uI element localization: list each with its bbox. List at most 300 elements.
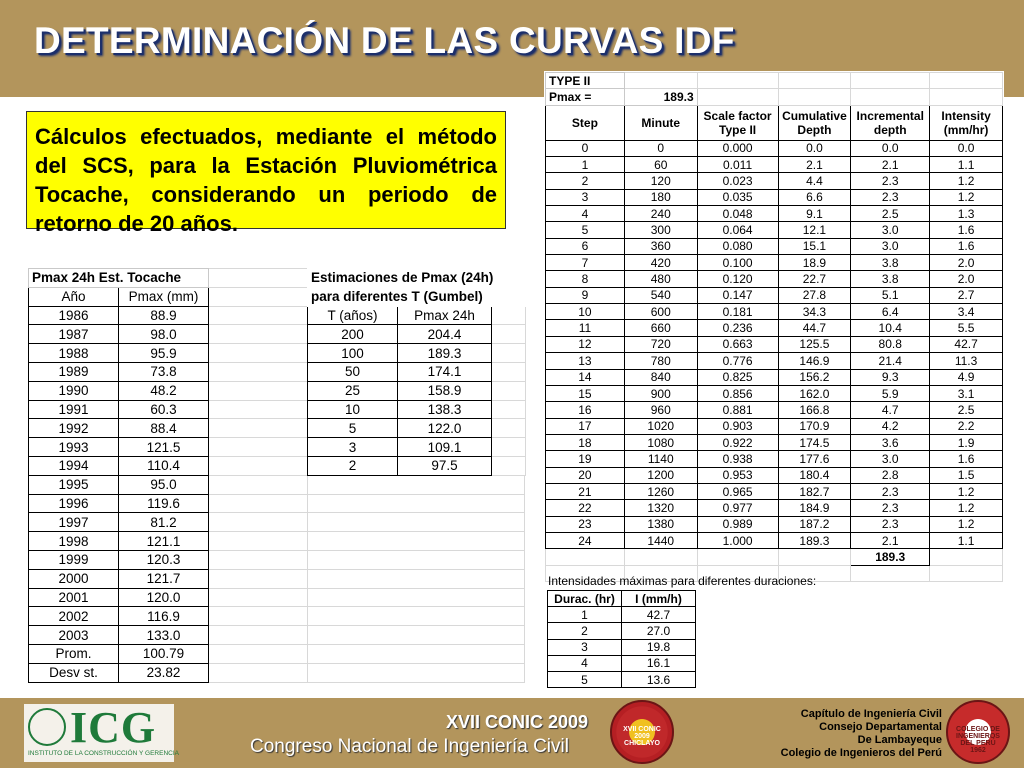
table-cell [624,549,697,565]
table-cell [492,400,526,419]
table-cell [209,269,308,288]
table-cell: 174.5 [778,434,851,450]
table-cell [209,456,308,475]
table-cell [308,475,525,494]
table-cell: 1.2 [930,483,1003,499]
table-cell: 34.3 [778,304,851,320]
table-cell: 0.011 [697,157,778,173]
table-cell: 1380 [624,516,697,532]
table-cell: 10 [308,400,398,419]
summary-value: 23.82 [119,663,209,682]
column-header: Cumulative Depth [778,105,851,140]
table-cell: 50 [308,362,398,381]
table-cell: 7 [546,255,625,271]
table-cell: 3 [546,189,625,205]
conic-seal-logo [610,700,674,764]
table-cell: 121.1 [119,532,209,551]
type-row [546,73,1003,89]
total-value: 189.3 [851,549,930,565]
table-row [546,320,1003,336]
table-caption-row [308,269,526,288]
table-cell: 1994 [29,456,119,475]
table-cell: 0.965 [697,483,778,499]
table-cell: 2000 [29,569,119,588]
table-row [546,500,1003,516]
table-cell: 2.3 [851,173,930,189]
table-cell: 73.8 [119,362,209,381]
table-cell [209,550,308,569]
table-cell: 0.938 [697,451,778,467]
table-cell: 1.6 [930,222,1003,238]
table-cell [209,438,308,457]
globe-icon [28,708,66,746]
table-cell: 2.1 [851,157,930,173]
table-cell: 1992 [29,419,119,438]
table-cell [209,626,308,645]
table-cell: 12.1 [778,222,851,238]
table-cell: 1988 [29,344,119,363]
table-cell: 0.663 [697,336,778,352]
table-cell: 5.9 [851,385,930,401]
table-cell: 60 [624,157,697,173]
cip-seal-logo [946,700,1010,764]
table-cell: 480 [624,271,697,287]
table-cell: 2 [308,456,398,475]
table-cell: 12 [546,336,625,352]
table-row [548,639,696,655]
table-row [546,483,1003,499]
table-cell [209,663,308,682]
table-cell: 11 [546,320,625,336]
table-cell [492,325,526,344]
table-row [546,255,1003,271]
table-cell: 2.0 [930,271,1003,287]
table-cell [209,344,308,363]
table-row [546,369,1003,385]
table-cell: 42.7 [930,336,1003,352]
table-cell: 6.6 [778,189,851,205]
table-cell: 2.1 [778,157,851,173]
table-cell: 3.0 [851,222,930,238]
table-cell [209,569,308,588]
table-cell [624,73,697,89]
table-row [308,400,526,419]
table-cell: 16.1 [622,655,696,671]
table-cell [308,663,525,682]
table-cell [492,306,526,325]
table-cell [308,626,525,645]
table-cell [308,494,525,513]
table-caption: Pmax 24h Est. Tocache [29,269,209,288]
table-cell: 1997 [29,513,119,532]
table-cell: 88.9 [119,306,209,325]
column-header: Durac. (hr) [548,591,622,607]
table-cell: 1986 [29,306,119,325]
column-header: Año [29,287,119,306]
table-cell: 0.776 [697,353,778,369]
table-cell: 420 [624,255,697,271]
table-row [29,513,525,532]
summary-label: Prom. [29,644,119,663]
table-cell: 0.236 [697,320,778,336]
table-cell: 18 [546,434,625,450]
table-cell: 0.856 [697,385,778,401]
table-cell: 138.3 [398,400,492,419]
table-cell: 200 [308,325,398,344]
table-cell: 19.8 [622,639,696,655]
table-row [548,607,696,623]
table-cell: 1.2 [930,516,1003,532]
table-cell: 0.922 [697,434,778,450]
storm-type-label: TYPE II [546,73,625,89]
table-cell: 170.9 [778,418,851,434]
table-cell: 189.3 [778,532,851,548]
table-row [546,467,1003,483]
table-cell: 21.4 [851,353,930,369]
table-cell: 116.9 [119,607,209,626]
table-cell: 158.9 [398,381,492,400]
table-cell: 119.6 [119,494,209,513]
column-header: T (años) [308,306,398,325]
table-cell: 2 [548,623,622,639]
table-row [546,222,1003,238]
table-cell [492,381,526,400]
column-header: Scale factor Type II [697,105,778,140]
table-cell: 11.3 [930,353,1003,369]
table-cell: 0.977 [697,500,778,516]
table-cell: 42.7 [622,607,696,623]
table-cell: 120 [624,173,697,189]
table-cell: 15.1 [778,238,851,254]
column-header: Minute [624,105,697,140]
table-cell [308,588,525,607]
table-cell: 0.903 [697,418,778,434]
table-cell: 13.6 [622,671,696,687]
table-cell: 133.0 [119,626,209,645]
table-cell: 1995 [29,475,119,494]
durations-table [547,590,696,688]
table-cell: 21 [546,483,625,499]
table-cell: 2.3 [851,516,930,532]
table-cell [209,362,308,381]
total-row [546,549,1003,565]
table-cell: 2002 [29,607,119,626]
table-cell [492,344,526,363]
table-cell: 2.0 [930,255,1003,271]
table-cell: 95.0 [119,475,209,494]
table-caption: para diferentes T (Gumbel) [308,287,526,306]
table-cell: 1.1 [930,532,1003,548]
table-cell: 0.080 [697,238,778,254]
table-cell: 97.5 [398,456,492,475]
table-row [546,238,1003,254]
table-cell [209,532,308,551]
table-cell: 13 [546,353,625,369]
table-row [29,475,525,494]
table-cell: 2.3 [851,500,930,516]
table-row [548,655,696,671]
table-row [546,434,1003,450]
table-cell: 3.1 [930,385,1003,401]
table-cell: 2.5 [930,402,1003,418]
table-row [546,304,1003,320]
table-cell: 110.4 [119,456,209,475]
table-cell [492,362,526,381]
gumbel-table [307,268,526,476]
table-row [546,157,1003,173]
table-cell: 4.7 [851,402,930,418]
table-cell: 2.1 [851,532,930,548]
table-cell: 780 [624,353,697,369]
table-cell: 2.3 [851,483,930,499]
table-cell: 1990 [29,381,119,400]
table-cell [209,588,308,607]
table-cell: 0.0 [930,140,1003,156]
table-cell: 27.8 [778,287,851,303]
note-box: Cálculos efectuados, mediante el método del SCS, para la Estación Pluviométrica Tocache, considerando un periodo de retorno de 20 años. [26,111,506,229]
table-cell: 0.989 [697,516,778,532]
table-cell: 121.5 [119,438,209,457]
table-cell: 60.3 [119,400,209,419]
table-cell: 3 [548,639,622,655]
table-cell: 1998 [29,532,119,551]
table-cell: 100 [308,344,398,363]
table-row [308,344,526,363]
table-cell [778,549,851,565]
table-cell: 0.000 [697,140,778,156]
table-cell: 1200 [624,467,697,483]
table-cell [930,73,1003,89]
table-cell: 960 [624,402,697,418]
table-row [548,623,696,639]
table-row [29,532,525,551]
table-row [546,287,1003,303]
table-cell: 22 [546,500,625,516]
table-cell: 121.7 [119,569,209,588]
table-cell: 20 [546,467,625,483]
conic-seal-text: XVII CONIC 2009 CHICLAYO [623,726,661,747]
table-row [546,206,1003,222]
table-cell: 1987 [29,325,119,344]
table-cell: 23 [546,516,625,532]
table-cell: 189.3 [398,344,492,363]
table-cell [778,73,851,89]
table-cell: 1080 [624,434,697,450]
cip-line: Capítulo de Ingeniería Civil [800,708,942,720]
table-cell: 27.0 [622,623,696,639]
table-cell: 2001 [29,588,119,607]
pmax-row [546,89,1003,105]
table-cell [930,549,1003,565]
table-cell: 3.4 [930,304,1003,320]
table-cell: 4 [546,206,625,222]
table-cell: 182.7 [778,483,851,499]
table-cell: 1.5 [930,467,1003,483]
table-cell: 180.4 [778,467,851,483]
table-cell [209,400,308,419]
table-cell [546,549,625,565]
table-cell: 0.035 [697,189,778,205]
table-row [546,516,1003,532]
table-cell: 98.0 [119,325,209,344]
table-cell: 5 [546,222,625,238]
table-cell: 1.000 [697,532,778,548]
summary-label: Desv st. [29,663,119,682]
table-row [546,173,1003,189]
table-cell: 0.120 [697,271,778,287]
table-cell [209,325,308,344]
table-cell: 1.2 [930,173,1003,189]
table-cell: 5.1 [851,287,930,303]
table-cell: 1440 [624,532,697,548]
table-cell: 18.9 [778,255,851,271]
table-cell: 0.100 [697,255,778,271]
cip-chapter-text [781,708,942,760]
table-row [308,456,526,475]
table-cell: 720 [624,336,697,352]
table-cell: 0.048 [697,206,778,222]
table-cell: 0.064 [697,222,778,238]
table-row [546,532,1003,548]
table-cell [209,287,308,306]
table-cell: 162.0 [778,385,851,401]
slide-title: DETERMINACIÓN DE LAS CURVAS IDF [34,20,735,61]
table-row [546,140,1003,156]
table-cell: 1.2 [930,500,1003,516]
table-cell: 3.0 [851,238,930,254]
pmax-value: 189.3 [624,89,697,105]
table-cell [697,89,778,105]
table-cell [851,565,930,581]
table-cell: 125.5 [778,336,851,352]
table-cell: 1.2 [930,189,1003,205]
column-header: Step [546,105,625,140]
table-cell: 300 [624,222,697,238]
event-name: XVII CONIC 2009 [446,712,589,732]
table-row [308,381,526,400]
table-cell [209,607,308,626]
table-cell: 0.147 [697,287,778,303]
column-header: Incremental depth [851,105,930,140]
table-cell: 0.181 [697,304,778,320]
table-cell: 1999 [29,550,119,569]
cip-seal-text: COLEGIO DE INGENIEROS DEL PERÚ 1962 [956,726,1000,754]
table-cell: 0.0 [778,140,851,156]
table-cell: 1991 [29,400,119,419]
table-cell: 2 [546,173,625,189]
table-row [29,607,525,626]
table-cell: 5 [548,671,622,687]
column-header: Pmax 24h [398,306,492,325]
table-cell: 540 [624,287,697,303]
table-cell: 1.6 [930,238,1003,254]
table-cell [930,89,1003,105]
table-cell: 88.4 [119,419,209,438]
table-cell [308,644,525,663]
table-row [546,189,1003,205]
cip-line: Colegio de Ingenieros del Perú [780,747,942,759]
table-cell: 14 [546,369,625,385]
table-cell: 840 [624,369,697,385]
table-header-row [308,306,526,325]
table-cell: 1320 [624,500,697,516]
table-cell: 4.4 [778,173,851,189]
table-cell: 2.8 [851,467,930,483]
table-row [546,353,1003,369]
table-cell [209,644,308,663]
table-cell: 4.9 [930,369,1003,385]
table-row [308,419,526,438]
table-cell: 174.1 [398,362,492,381]
table-cell: 2.2 [930,418,1003,434]
table-cell: 10.4 [851,320,930,336]
table-cell [492,419,526,438]
table-cell: 600 [624,304,697,320]
table-cell: 2.7 [930,287,1003,303]
table-cell: 3.8 [851,255,930,271]
table-cell: 24 [546,532,625,548]
table-cell: 22.7 [778,271,851,287]
table-cell [308,513,525,532]
table-header-row [548,591,696,607]
icg-logo [24,703,179,762]
cip-line: De Lambayeque [857,734,942,746]
table-cell: 3.8 [851,271,930,287]
table-caption: Estimaciones de Pmax (24h) [308,269,526,288]
table-cell [308,607,525,626]
table-cell: 1.6 [930,451,1003,467]
table-row [29,588,525,607]
table-cell: 25 [308,381,398,400]
table-cell [697,73,778,89]
table-caption-row [308,287,526,306]
icg-logo-subtitle: INSTITUTO DE LA CONSTRUCCIÓN Y GERENCIA [28,750,179,757]
table-row [29,550,525,569]
table-cell: 1 [548,607,622,623]
table-cell: 0.023 [697,173,778,189]
table-row [546,385,1003,401]
table-row [546,402,1003,418]
table-cell: 187.2 [778,516,851,532]
table-cell: 180 [624,189,697,205]
table-cell [308,550,525,569]
table-cell: 0 [546,140,625,156]
table-cell: 1140 [624,451,697,467]
table-row [546,418,1003,434]
table-cell: 17 [546,418,625,434]
table-cell: 4.2 [851,418,930,434]
table-cell: 2003 [29,626,119,645]
table-cell [778,89,851,105]
table-cell: 44.7 [778,320,851,336]
table-cell [851,73,930,89]
table-cell: 2.3 [851,189,930,205]
table-cell: 360 [624,238,697,254]
table-row [308,438,526,457]
table-cell: 9.3 [851,369,930,385]
table-cell: 0.0 [851,140,930,156]
table-cell: 95.9 [119,344,209,363]
table-cell [209,475,308,494]
table-cell: 900 [624,385,697,401]
table-row [29,494,525,513]
table-cell: 1.9 [930,434,1003,450]
table-cell: 10 [546,304,625,320]
table-cell: 9.1 [778,206,851,222]
table-cell [492,438,526,457]
table-row [29,626,525,645]
table-cell: 1260 [624,483,697,499]
